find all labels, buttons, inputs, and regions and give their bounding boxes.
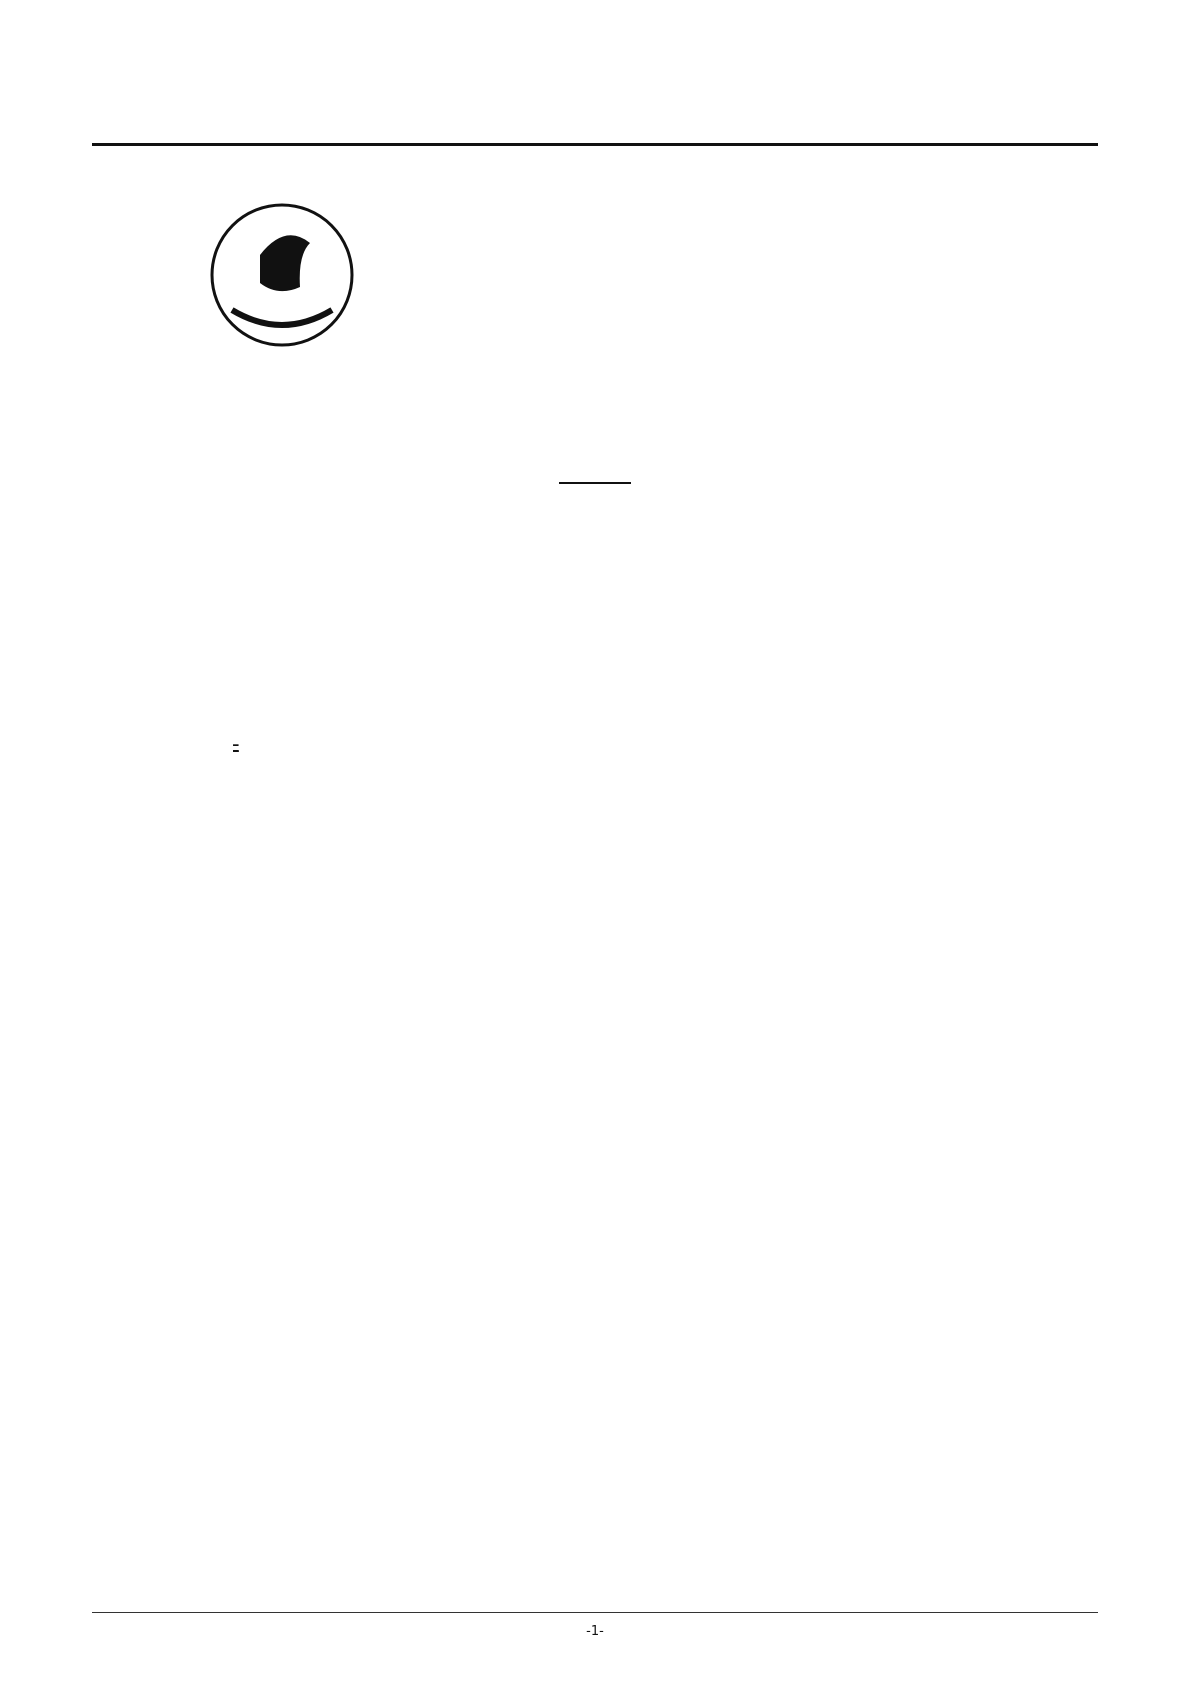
page-number: -1- <box>586 1624 604 1639</box>
gazette-header <box>92 92 1098 136</box>
header-rule <box>92 143 1098 146</box>
title-divider <box>559 482 631 484</box>
footer-rule <box>92 1612 1098 1613</box>
citations-list <box>232 725 1055 731</box>
document-title-block <box>0 470 1190 498</box>
ministry-seal-icon <box>190 195 375 355</box>
